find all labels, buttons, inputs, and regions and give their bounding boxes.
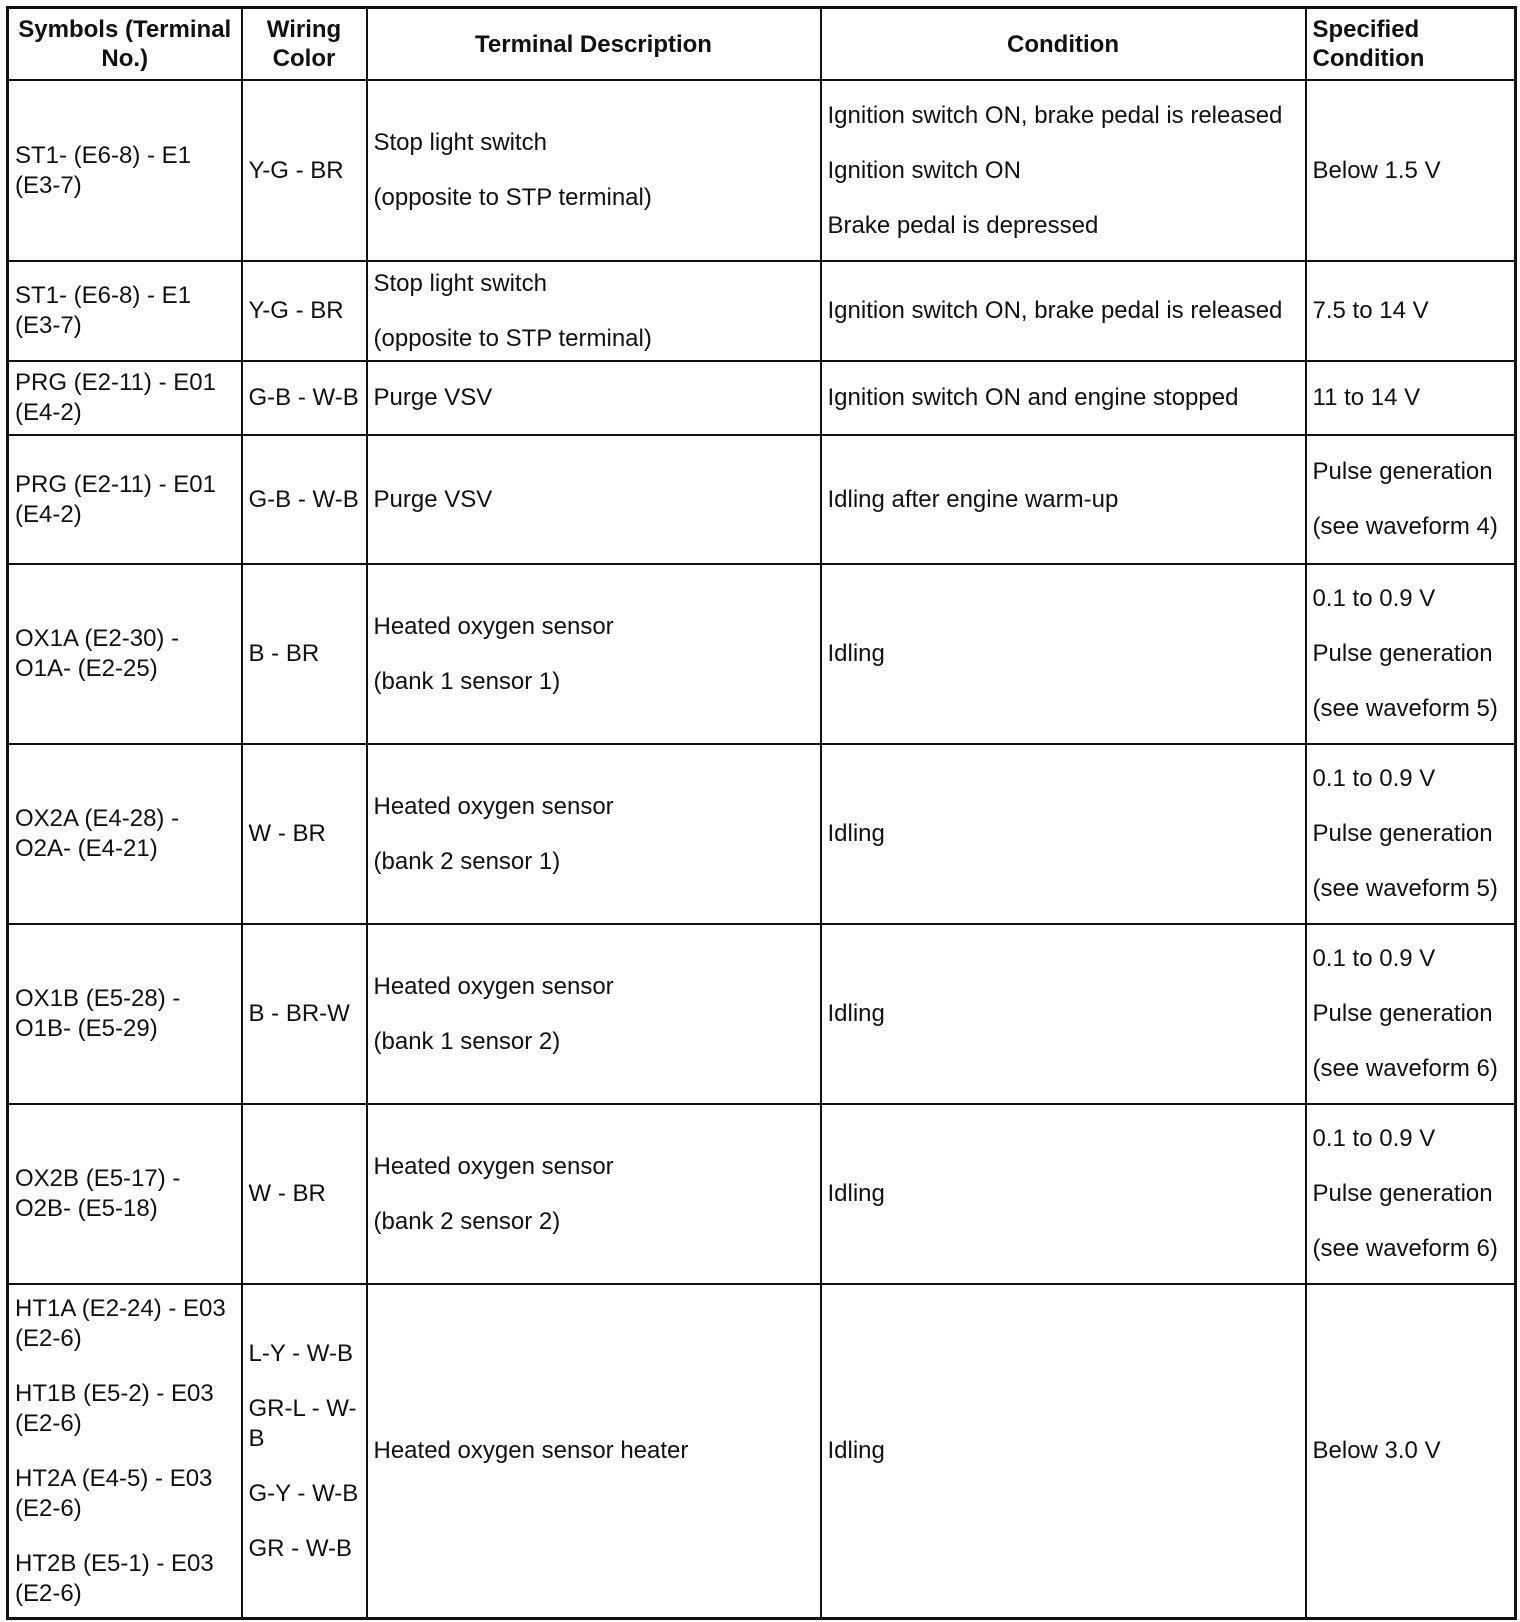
specified-text: (see waveform 4) bbox=[1312, 513, 1498, 540]
cell-symbols bbox=[8, 80, 242, 261]
cell-specified bbox=[1306, 924, 1516, 1104]
description-text: Purge VSV bbox=[373, 384, 493, 411]
specified-text: (see waveform 5) bbox=[1312, 875, 1498, 902]
cell-specified bbox=[1306, 361, 1516, 435]
condition-text: Idling bbox=[827, 1180, 885, 1207]
cell-description bbox=[367, 1284, 821, 1619]
condition-text: Idling bbox=[827, 640, 885, 667]
symbol-text: HT1A (E2-24) - E03 (E2-6) bbox=[15, 1294, 226, 1352]
symbol-text: OX1A (E2-30) - O1A- (E2-25) bbox=[15, 625, 180, 682]
header-row bbox=[8, 8, 1516, 81]
symbol-text: HT2A (E4-5) - E03 (E2-6) bbox=[15, 1464, 213, 1522]
description-text: Stop light switch bbox=[373, 129, 547, 156]
symbol-text: OX2B (E5-17) - O2B- (E5-18) bbox=[15, 1165, 181, 1222]
cell-specified bbox=[1306, 261, 1516, 361]
symbol-text: PRG (E2-11) - E01 (E4-2) bbox=[15, 369, 216, 426]
header-symbols: Symbols (Terminal No.) bbox=[8, 8, 242, 81]
cell-condition bbox=[821, 261, 1306, 361]
symbol-text: OX1B (E5-28) - O1B- (E5-29) bbox=[15, 985, 181, 1042]
condition-text: Ignition switch ON, brake pedal is released bbox=[827, 297, 1283, 324]
wiring-text: B - BR-W bbox=[248, 1000, 350, 1027]
cell-condition bbox=[821, 1284, 1306, 1619]
wiring-text: Y-G - BR bbox=[248, 297, 344, 324]
cell-description bbox=[367, 564, 821, 744]
cell-description bbox=[367, 261, 821, 361]
description-text: Heated oxygen sensor bbox=[373, 792, 614, 820]
condition-text: Idling bbox=[827, 820, 885, 847]
terminal-inspection-table bbox=[6, 6, 1517, 1620]
condition-text: Idling after engine warm-up bbox=[827, 485, 1119, 513]
wiring-text: L-Y - W-B bbox=[248, 1339, 353, 1367]
header-terminal-description: Terminal Description bbox=[367, 8, 821, 81]
cell-wiring bbox=[242, 564, 367, 744]
table-row bbox=[8, 261, 1516, 361]
cell-wiring bbox=[242, 1284, 367, 1619]
symbol-text: OX2A (E4-28) - O2A- (E4-21) bbox=[15, 805, 180, 862]
specified-text: 11 to 14 V bbox=[1312, 384, 1421, 411]
table-row bbox=[8, 80, 1516, 261]
description-text: (bank 1 sensor 1) bbox=[373, 667, 561, 695]
condition-text: Brake pedal is depressed bbox=[827, 211, 1099, 239]
symbol-text: HT2B (E5-1) - E03 (E2-6) bbox=[15, 1549, 214, 1607]
cell-wiring bbox=[242, 80, 367, 261]
cell-specified bbox=[1306, 744, 1516, 924]
cell-specified bbox=[1306, 435, 1516, 564]
cell-wiring bbox=[242, 361, 367, 435]
cell-symbols bbox=[8, 361, 242, 435]
cell-description bbox=[367, 1104, 821, 1284]
cell-condition bbox=[821, 80, 1306, 261]
cell-description bbox=[367, 361, 821, 435]
cell-description bbox=[367, 924, 821, 1104]
description-text: Heated oxygen sensor heater bbox=[373, 1437, 689, 1464]
cell-condition bbox=[821, 924, 1306, 1104]
description-text: Heated oxygen sensor bbox=[373, 612, 614, 640]
description-text: Heated oxygen sensor bbox=[373, 1152, 614, 1180]
specified-text: 0.1 to 0.9 V bbox=[1312, 585, 1436, 612]
description-text: (opposite to STP terminal) bbox=[373, 324, 652, 352]
cell-wiring bbox=[242, 924, 367, 1104]
table-row bbox=[8, 924, 1516, 1104]
cell-description bbox=[367, 80, 821, 261]
description-text: (bank 2 sensor 1) bbox=[373, 847, 561, 875]
table-row bbox=[8, 361, 1516, 435]
condition-text: Idling bbox=[827, 1000, 885, 1027]
condition-text: Idling bbox=[827, 1437, 885, 1464]
table-row bbox=[8, 744, 1516, 924]
condition-text: Ignition switch ON bbox=[827, 156, 1021, 184]
condition-text: Ignition switch ON and engine stopped bbox=[827, 384, 1239, 411]
specified-text: (see waveform 5) bbox=[1312, 695, 1498, 722]
cell-specified bbox=[1306, 1104, 1516, 1284]
header-condition: Condition bbox=[821, 8, 1306, 81]
cell-wiring bbox=[242, 744, 367, 924]
description-text: Stop light switch bbox=[373, 269, 547, 297]
symbol-text: HT1B (E5-2) - E03 (E2-6) bbox=[15, 1379, 214, 1437]
specified-text: Pulse generation bbox=[1312, 458, 1493, 485]
cell-condition bbox=[821, 435, 1306, 564]
wiring-text: W - BR bbox=[248, 1180, 326, 1207]
symbol-text: ST1- (E6-8) - E1 (E3-7) bbox=[15, 282, 192, 339]
cell-symbols bbox=[8, 1104, 242, 1284]
cell-symbols bbox=[8, 564, 242, 744]
cell-description bbox=[367, 435, 821, 564]
description-text: (opposite to STP terminal) bbox=[373, 184, 652, 211]
cell-symbols bbox=[8, 1284, 242, 1619]
wiring-text: Y-G - BR bbox=[248, 156, 344, 184]
specified-text: Pulse generation bbox=[1312, 1180, 1493, 1207]
symbol-text: PRG (E2-11) - E01 (E4-2) bbox=[15, 470, 216, 528]
wiring-text: GR-L - W-B bbox=[248, 1394, 357, 1452]
specified-text: Pulse generation bbox=[1312, 820, 1493, 847]
cell-symbols bbox=[8, 924, 242, 1104]
description-text: (bank 1 sensor 2) bbox=[373, 1027, 561, 1055]
wiring-text: B - BR bbox=[248, 640, 320, 667]
cell-specified bbox=[1306, 564, 1516, 744]
description-text: Heated oxygen sensor bbox=[373, 972, 614, 1000]
cell-symbols bbox=[8, 261, 242, 361]
header-wiring-color: Wiring Color bbox=[242, 8, 367, 81]
specified-text: 0.1 to 0.9 V bbox=[1312, 945, 1436, 972]
wiring-text: G-Y - W-B bbox=[248, 1479, 359, 1507]
table-row bbox=[8, 564, 1516, 744]
symbol-text: ST1- (E6-8) - E1 (E3-7) bbox=[15, 141, 192, 199]
header-specified-condition: Specified Condition bbox=[1306, 8, 1516, 81]
description-text: Purge VSV bbox=[373, 485, 493, 513]
table-row bbox=[8, 1104, 1516, 1284]
cell-specified bbox=[1306, 1284, 1516, 1619]
condition-text: Ignition switch ON, brake pedal is released bbox=[827, 101, 1283, 129]
cell-condition bbox=[821, 564, 1306, 744]
cell-symbols bbox=[8, 435, 242, 564]
specified-text: 0.1 to 0.9 V bbox=[1312, 765, 1436, 792]
table-row bbox=[8, 435, 1516, 564]
cell-specified bbox=[1306, 80, 1516, 261]
specified-text: 0.1 to 0.9 V bbox=[1312, 1125, 1436, 1152]
cell-symbols bbox=[8, 744, 242, 924]
wiring-text: GR - W-B bbox=[248, 1534, 353, 1562]
wiring-text: G-B - W-B bbox=[248, 485, 359, 513]
specified-text: Below 1.5 V bbox=[1312, 156, 1441, 184]
cell-condition bbox=[821, 1104, 1306, 1284]
specified-text: Pulse generation bbox=[1312, 640, 1493, 667]
specified-text: Pulse generation bbox=[1312, 1000, 1493, 1027]
specified-text: (see waveform 6) bbox=[1312, 1235, 1498, 1262]
cell-condition bbox=[821, 361, 1306, 435]
specified-text: 7.5 to 14 V bbox=[1312, 297, 1429, 324]
specified-text: (see waveform 6) bbox=[1312, 1055, 1498, 1082]
wiring-text: W - BR bbox=[248, 820, 326, 847]
cell-description bbox=[367, 744, 821, 924]
wiring-text: G-B - W-B bbox=[248, 384, 359, 411]
specified-text: Below 3.0 V bbox=[1312, 1437, 1441, 1464]
cell-condition bbox=[821, 744, 1306, 924]
cell-wiring bbox=[242, 435, 367, 564]
description-text: (bank 2 sensor 2) bbox=[373, 1207, 561, 1235]
cell-wiring bbox=[242, 261, 367, 361]
cell-wiring bbox=[242, 1104, 367, 1284]
table-row bbox=[8, 1284, 1516, 1619]
